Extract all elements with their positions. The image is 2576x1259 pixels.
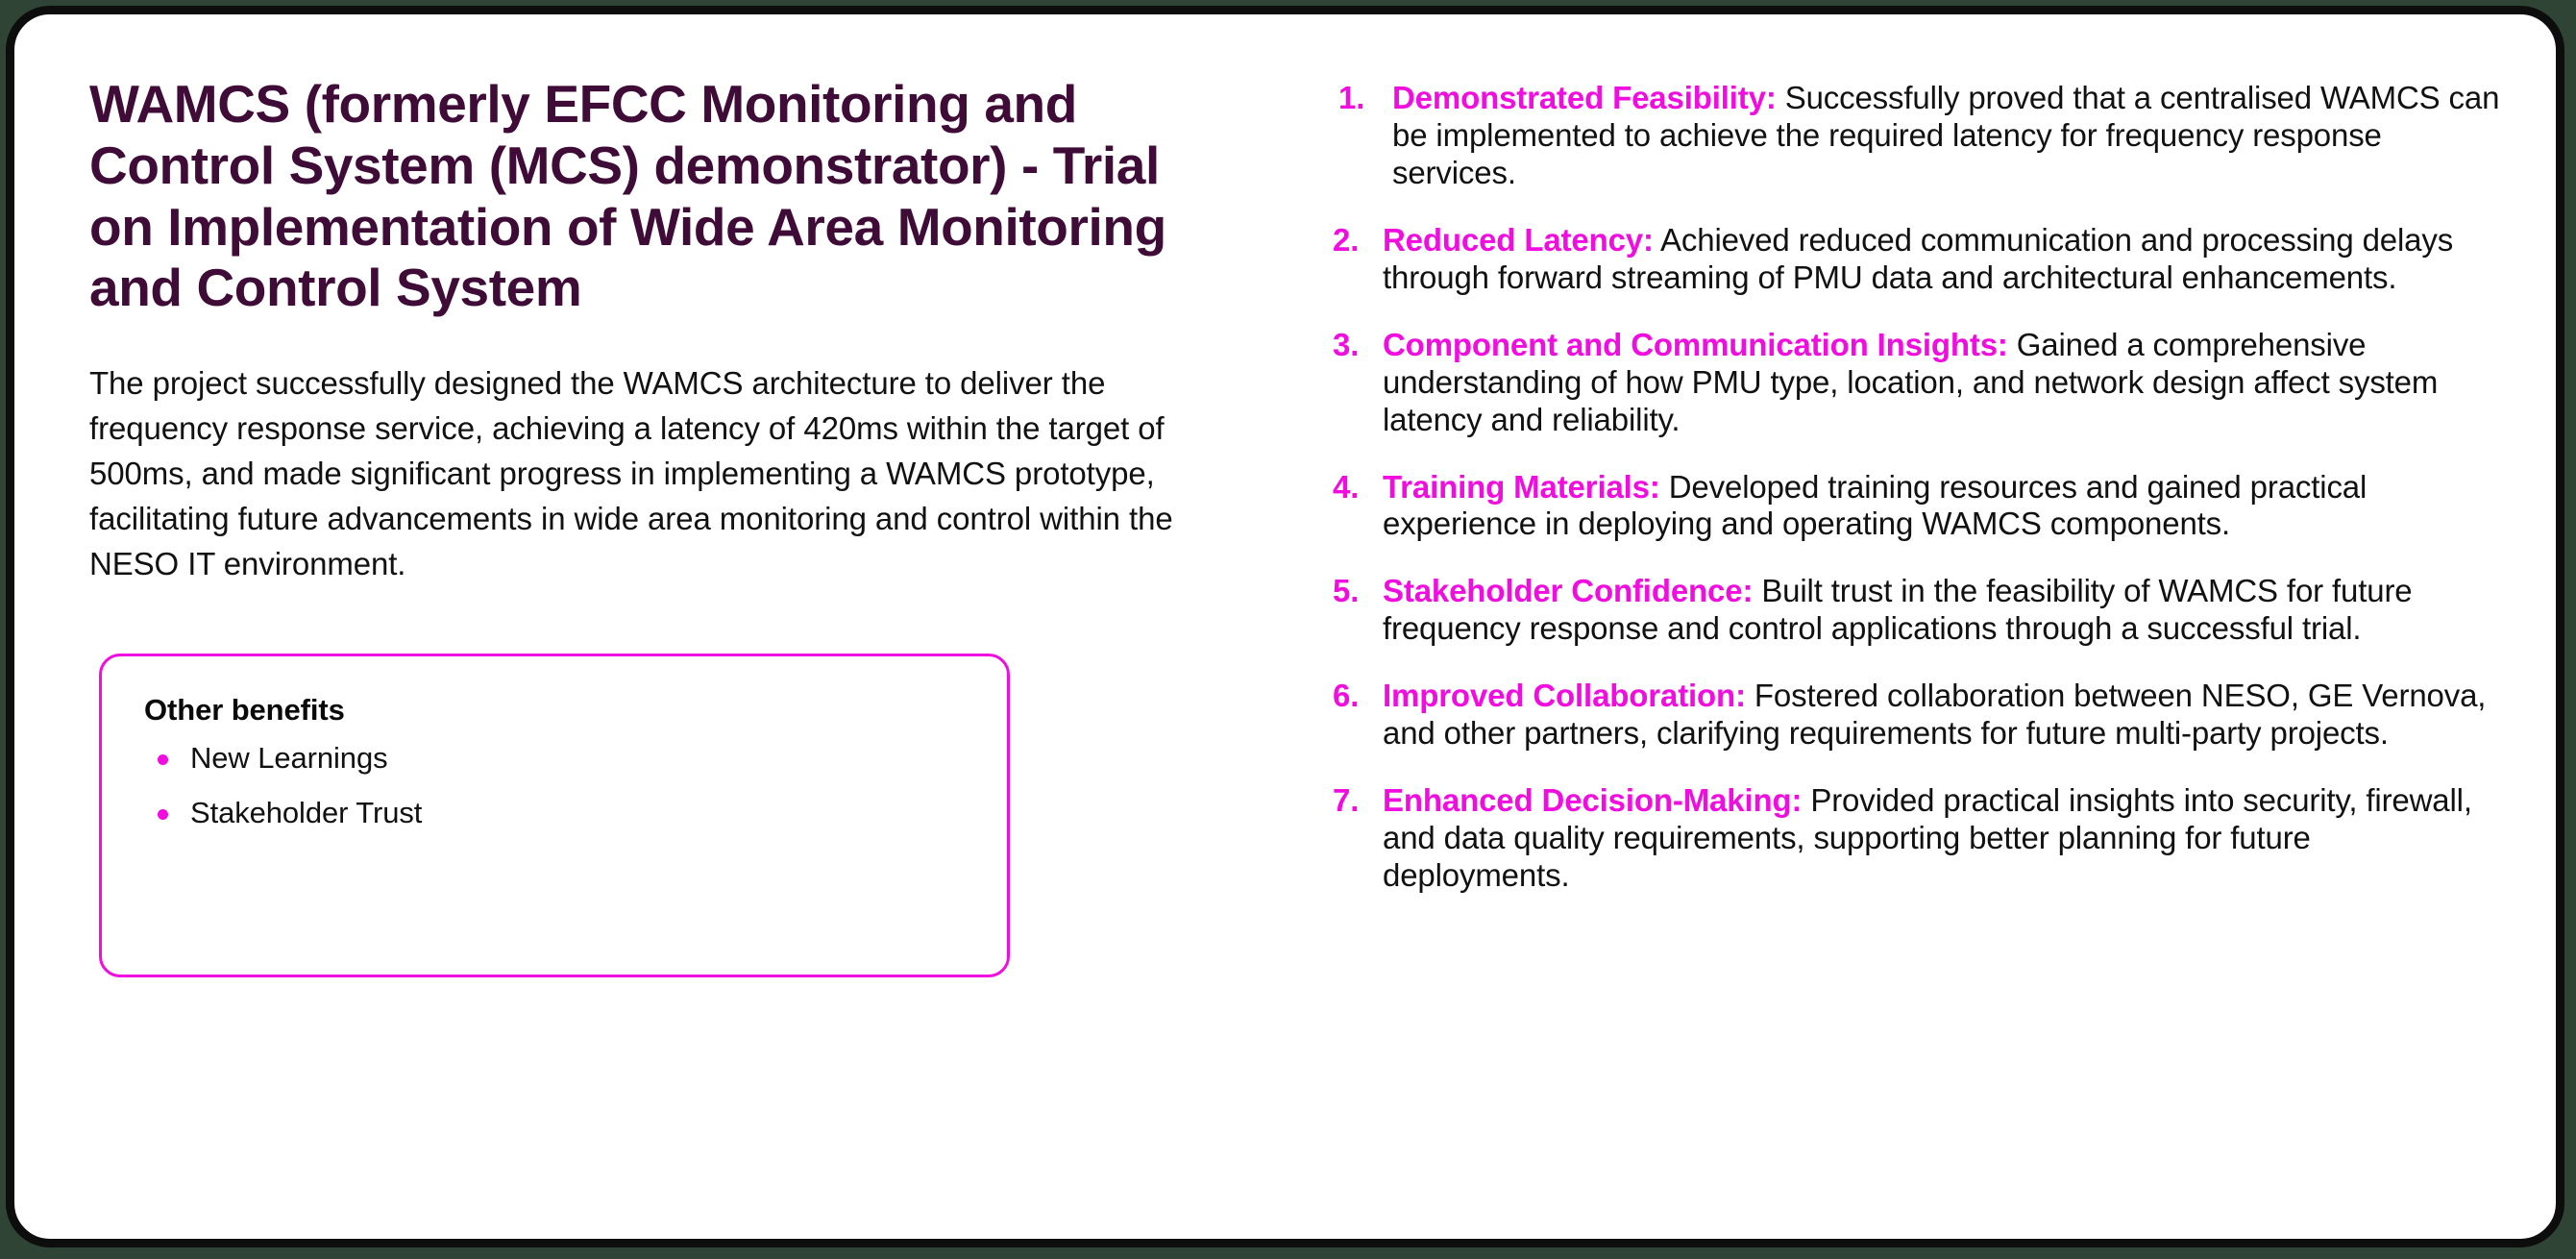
list-item-number: 1. [1338, 80, 1365, 115]
other-benefits-box [99, 654, 1010, 977]
other-benefits-heading: Other benefits [144, 693, 345, 727]
list-item-text: Built trust in the feasibility of WAMCS for future frequency response and control applications through a successful trial. [1383, 573, 2413, 647]
list-item [1333, 573, 2500, 648]
list-item-number: 5. [1333, 573, 1360, 609]
list-item-text: Achieved reduced communication and processing delays through forward streaming of PMU data and architectural enhancements. [1383, 221, 2454, 295]
list-item [144, 743, 965, 773]
list-item-label: Stakeholder Confidence: [1383, 573, 1754, 609]
list-item [1333, 469, 2500, 544]
list-item [1333, 678, 2500, 753]
list-item-text: Gained a comprehensive understanding of how PMU type, location, and network design affect system latency and reliability. [1383, 326, 2439, 437]
list-item-number: 2. [1333, 221, 1360, 258]
list-item-label: Component and Communication Insights: [1383, 326, 2008, 362]
list-item [1333, 782, 2500, 895]
bullet-dot-icon [158, 754, 168, 765]
list-item-text: Fostered collaboration between NESO, GE Vernova, and other partners, clarifying requirements for future multi-party projects. [1383, 678, 2487, 752]
list-item-text: Successfully proved that a centralised WAMCS can be implemented to achieve the required latency for frequency response services. [1392, 80, 2500, 190]
other-benefits-list [144, 743, 965, 827]
list-item-label: Improved Collaboration: [1383, 678, 1746, 714]
slide-columns [14, 14, 2556, 1239]
list-item-number: 7. [1333, 782, 1360, 819]
list-item-text: Developed training resources and gained practical experience in deploying and operating WAMCS components. [1383, 468, 2367, 542]
list-item-text: Provided practical insights into security, firewall, and data quality requirements, supporting better planning for future deployments. [1383, 782, 2472, 893]
list-item-number: 3. [1333, 326, 1360, 362]
slide-card [6, 6, 2564, 1247]
list-item [1333, 80, 2500, 192]
list-item [144, 798, 965, 827]
benefit-label: New Learnings [190, 741, 388, 775]
left-column [89, 74, 1223, 586]
page-title: WAMCS (formerly EFCC Monitoring and Control System (MCS) demonstrator) - Trial on Implementation of Wide Area Monitoring and Control System [89, 74, 1166, 318]
benefit-label: Stakeholder Trust [190, 796, 423, 829]
list-item-label: Reduced Latency: [1383, 221, 1654, 258]
list-item [1333, 327, 2500, 439]
bullet-dot-icon [158, 809, 168, 820]
list-item-number: 6. [1333, 678, 1360, 714]
list-item-label: Training Materials: [1383, 468, 1660, 505]
list-item-label: Demonstrated Feasibility: [1392, 80, 1777, 115]
list-item [1333, 222, 2500, 297]
list-item-label: Enhanced Decision-Making: [1383, 782, 1803, 819]
key-findings-list [1333, 80, 2500, 895]
list-item-number: 4. [1333, 468, 1360, 505]
summary-paragraph: The project successfully designed the WAMCS architecture to deliver the frequency response service, achieving a latency of 420ms within the target of 500ms, and made significant progress in implementing a WAMCS prototype, facilitating future advancements in wide area monitoring and control within the NESO IT environment. [89, 365, 1173, 581]
right-column [1333, 80, 2500, 925]
